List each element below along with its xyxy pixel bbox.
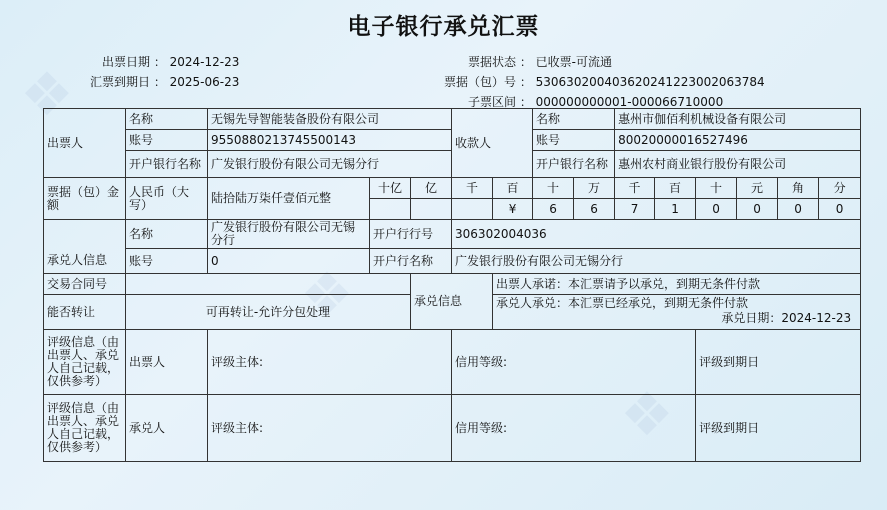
- watermark: ❖: [300, 260, 354, 330]
- sub-bill-range: 000000000001-000066710000: [535, 95, 724, 109]
- amount-in-words: 陆拾陆万柒仟壹佰元整: [208, 178, 370, 220]
- accept-date: 2024-12-23: [781, 311, 852, 325]
- payee-account: 80020000016527496: [615, 130, 861, 151]
- drawer-account: 9550880213745500143: [208, 130, 452, 151]
- rating-label: 评级信息（由出票人、承兑人自己记载，仅供参考）: [44, 395, 126, 462]
- amount-digit: 0: [737, 199, 778, 220]
- rating-label: 评级信息（由出票人、承兑人自己记载，仅供参考）: [44, 330, 126, 395]
- amount-digit: 6: [533, 199, 574, 220]
- drawer-section-label: 出票人: [44, 109, 126, 178]
- transfer-label: 能否转让: [44, 295, 126, 330]
- bill-no-row: 票据（包）号 ： 530630200403620241223002063784: [443, 75, 765, 89]
- accept-date-row: 承兑日期：2024-12-23: [721, 311, 852, 325]
- amount-digit: ¥: [493, 199, 533, 220]
- acceptor-section-label: 承兑人信息: [44, 220, 126, 274]
- amount-digit: 0: [696, 199, 737, 220]
- amount-digit: 7: [615, 199, 655, 220]
- rating-grade-label: 信用等级:: [452, 395, 696, 462]
- amount-digit: 1: [655, 199, 696, 220]
- drawer-promise: 出票人承诺：本汇票请予以承兑，到期无条件付款: [493, 274, 861, 295]
- status-row: 票据状态 ： 已收票-可流通: [467, 55, 612, 69]
- transfer-value: 可再转让-允许分包处理: [126, 295, 411, 330]
- rating-role-acceptor: 承兑人: [126, 395, 208, 462]
- contract-label: 交易合同号: [44, 274, 126, 295]
- amount-digit: [411, 199, 452, 220]
- page-title: 电子银行承兑汇票: [347, 14, 540, 40]
- amount-digit: [452, 199, 493, 220]
- accept-info-label: 承兑信息: [411, 274, 493, 330]
- issue-date: 2024-12-23: [169, 55, 240, 69]
- acceptor-promise-cell: [493, 295, 861, 330]
- contract-no: [126, 274, 411, 295]
- amount-digit: [370, 199, 411, 220]
- rating-expiry-label: 评级到期日: [696, 395, 861, 462]
- bill-status: 已收票-可流通: [535, 55, 612, 69]
- acceptor-name: 广发银行股份有限公司无锡分行: [208, 220, 370, 249]
- range-row: 子票区间 ： 000000000001-000066710000: [467, 95, 724, 109]
- bill-table: 出票人 名称 无锡先导智能装备股份有限公司 收款人 名称 惠州市伽佰利机械设备有限公司 账号 9550880213745500143 账号 80020000016527496 开户银行名称 广发银行股份有限公司无锡分行 开户银行名称 惠州农村商业银行股份有限公司 票据（包）金额 人民币（大写） 陆拾陆万柒仟壹佰元整 十亿 亿 千 百 十 万 千 百 十 元 角 分 ¥ 6 6 7 1 0 0 0 0 承兑人信息 名称 广发银行股份有限公司无锡分行 开户行行号 306302004036 账号 0 开户行名称 广发银行股份有限公司无锡分行 交易合同号 承兑信息 出票人承诺：本汇票请予以承兑，到期无条件付款 能否转让 可再转让-允许分包处理 承兑人承兑：本汇票已经承兑，到期无条件付款 承兑日期：2024-12-23 评级信息（由出票人、承兑人自己记载，仅供参考） 出票人 评级主体: 信用等级: 评级到期日 评级信息（由出票人、承兑人自己记载，仅供参考） 承兑人 评级主体: 信用等级: 评级到期日: [43, 108, 861, 462]
- due-date-row: 汇票到期日 ： 2025-06-23: [89, 75, 240, 89]
- acceptor-promise: 承兑人承兑：本汇票已经承兑，到期无条件付款: [496, 296, 749, 310]
- amount-digit: 0: [819, 199, 861, 220]
- issue-date-row: 出票日期 ： 2024-12-23: [101, 55, 240, 69]
- rating-subject-label: 评级主体:: [208, 395, 452, 462]
- watermark: ❖: [20, 60, 74, 130]
- rating-grade-label: 信用等级:: [452, 330, 696, 395]
- rating-subject-label: 评级主体:: [208, 330, 452, 395]
- amount-section-label: 票据（包）金额: [44, 178, 126, 220]
- payee-name: 惠州市伽佰利机械设备有限公司: [615, 109, 861, 130]
- amount-digit: 0: [778, 199, 819, 220]
- rating-role-drawer: 出票人: [126, 330, 208, 395]
- acceptor-bank-name: 广发银行股份有限公司无锡分行: [452, 249, 861, 274]
- due-date: 2025-06-23: [169, 75, 240, 89]
- drawer-bank: 广发银行股份有限公司无锡分行: [208, 151, 452, 178]
- payee-section-label: 收款人: [452, 109, 533, 178]
- acceptor-bank-no: 306302004036: [452, 220, 861, 249]
- amount-digit: 6: [574, 199, 615, 220]
- bill-no: 530630200403620241223002063784: [535, 75, 765, 89]
- rating-expiry-label: 评级到期日: [696, 330, 861, 395]
- watermark: ❖: [620, 380, 674, 450]
- acceptor-account: 0: [208, 249, 370, 274]
- payee-bank: 惠州农村商业银行股份有限公司: [615, 151, 861, 178]
- drawer-name: 无锡先导智能装备股份有限公司: [208, 109, 452, 130]
